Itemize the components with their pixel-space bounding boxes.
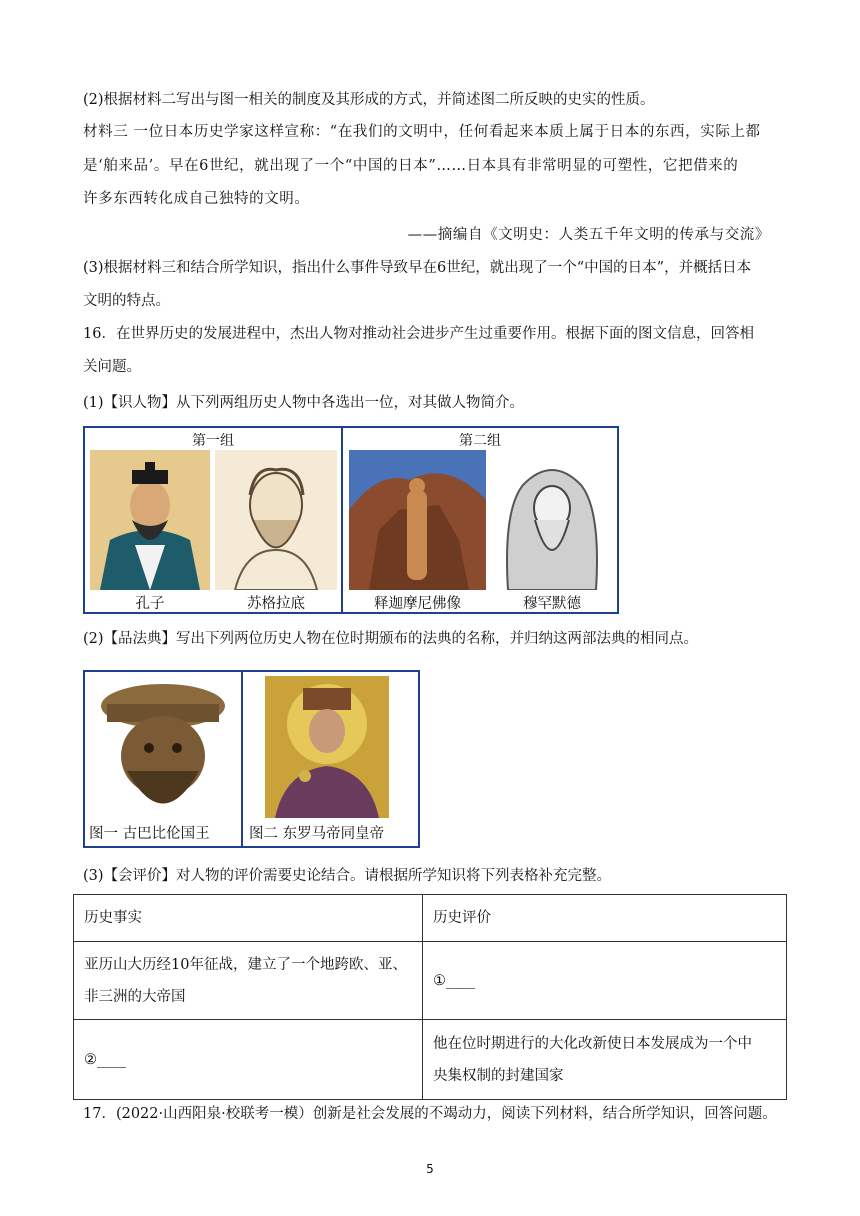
question-3-line-2: 文明的特点。 xyxy=(83,293,170,309)
question-16-part-1: (1)【识人物】从下列两组历史人物中各选出一位，对其做人物简介。 xyxy=(83,395,525,411)
caption-byzantine-emperor: 图二 东罗马帝同皇帝 xyxy=(249,826,385,842)
question-16-line-1: 16．在世界历史的发展进程中，杰出人物对推动社会进步产生过重要作用。根据下面的图文信息，回答相 xyxy=(83,326,754,342)
question-16-line-2: 关问题。 xyxy=(83,359,141,375)
fact-line: 亚历山大历经10年征战，建立了一个地跨欧、亚、 xyxy=(84,956,407,973)
group-2-title: 第二组 xyxy=(459,433,501,449)
evaluation-table xyxy=(73,894,787,1100)
rulers-figure xyxy=(83,670,420,848)
fact-line: 非三洲的大帝国 xyxy=(84,988,186,1005)
material-3-source: ——摘编自《文明史：人类五千年文明的传承与交流》 xyxy=(407,227,770,243)
table-header-row xyxy=(74,895,787,942)
caption-confucius: 孔子 xyxy=(135,596,165,612)
question-16-part-2: (2)【品法典】写出下列两位历史人物在位时期颁布的法典的名称，并归纳这两部法典的相同点。 xyxy=(83,631,699,647)
evaluation-line: 他在位时期进行的大化改新使日本发展成为一个中 xyxy=(433,1035,752,1052)
confucius-portrait xyxy=(90,450,210,590)
material-3-line-2: 是‘舶来品’。早在6世纪，就出现了一个“中国的日本”……日本具有非常明显的可塑性，它把借来的 xyxy=(83,158,739,174)
group-2 xyxy=(343,428,617,612)
muhammad-engraving xyxy=(493,450,611,590)
caption-buddha: 释迦摩尼佛像 xyxy=(374,596,461,612)
evaluation-cell xyxy=(423,1020,787,1100)
fact-cell xyxy=(74,942,423,1020)
evaluation-blank-1[interactable]: ①____ xyxy=(423,942,787,1020)
socrates-portrait xyxy=(215,450,337,590)
page-number: 5 xyxy=(426,1162,434,1176)
question-2: (2)根据材料二写出与图一相关的制度及其形成的方式，并简述图二所反映的史实的性质。 xyxy=(83,92,655,108)
material-3-line-1: 材料三 一位日本历史学家这样宣称：“在我们的文明中，任何看起来本质上属于日本的东西，实际上都 xyxy=(83,124,761,140)
fact-blank-2[interactable]: ②____ xyxy=(74,1020,423,1100)
figure-divider xyxy=(241,672,243,846)
caption-muhammad: 穆罕默德 xyxy=(523,596,581,612)
table-row xyxy=(74,942,787,1020)
header-fact: 历史事实 xyxy=(74,895,423,942)
group-1-title: 第一组 xyxy=(192,433,234,449)
buddha-statue-photo xyxy=(349,450,486,590)
question-3-line-1: (3)根据材料三和结合所学知识，指出什么事件导致早在6世纪，就出现了一个“中国的日本”，并概括日本 xyxy=(83,260,752,276)
group-1 xyxy=(85,428,343,612)
historical-figures-figure xyxy=(83,426,619,614)
caption-babylonian-king: 图一 古巴比伦国王 xyxy=(89,826,210,842)
question-16-part-3: (3)【会评价】对人物的评价需要史论结合。请根据所学知识将下列表格补充完整。 xyxy=(83,868,612,884)
material-3-line-3: 许多东西转化成自己独特的文明。 xyxy=(83,191,310,207)
byzantine-emperor-mosaic xyxy=(265,676,389,818)
caption-socrates: 苏格拉底 xyxy=(247,596,305,612)
babylonian-king-sculpture xyxy=(89,676,237,818)
question-17: 17．(2022·山西阳泉·校联考一模）创新是社会发展的不竭动力，阅读下列材料，结合所学知识，回答问题。 xyxy=(83,1106,777,1122)
evaluation-line: 央集权制的封建国家 xyxy=(433,1067,564,1084)
header-evaluation: 历史评价 xyxy=(423,895,787,942)
table-row xyxy=(74,1020,787,1100)
